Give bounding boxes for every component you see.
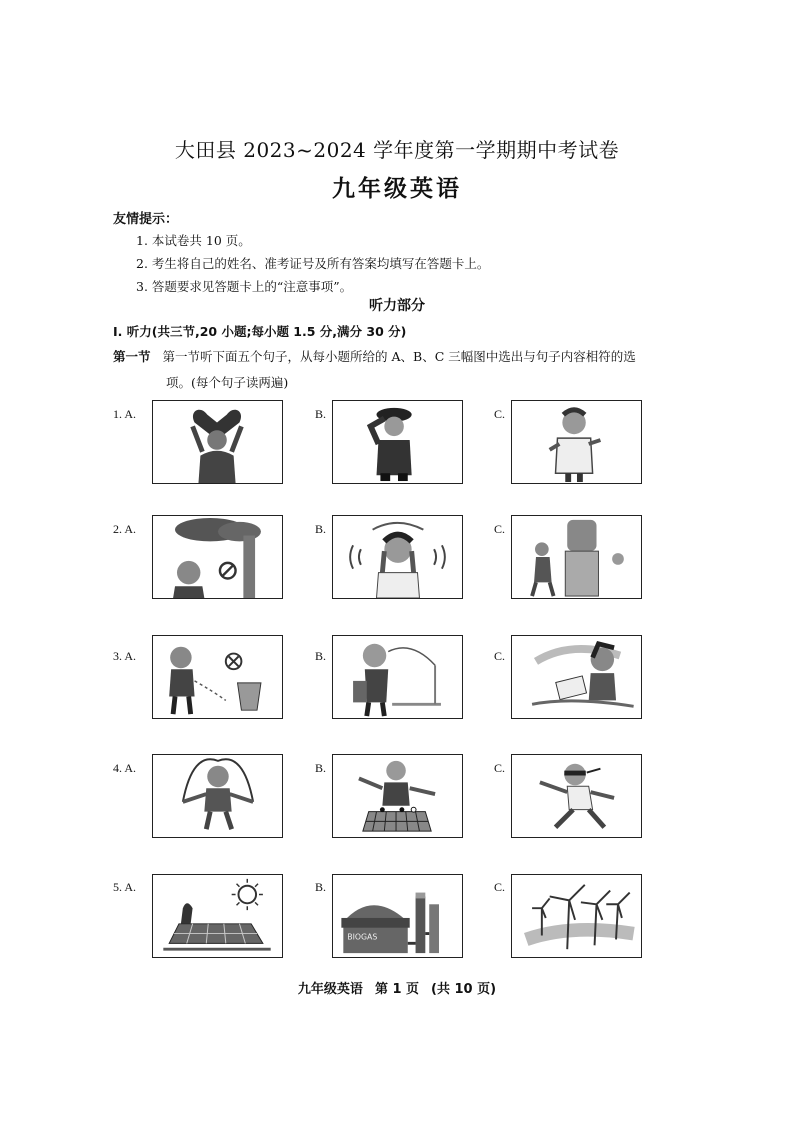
- question-5-option-b: B.: [315, 880, 327, 894]
- question-4-option-b: B.: [315, 761, 327, 775]
- wind-turbines-picture[interactable]: [511, 874, 642, 958]
- boy-holding-sign-picture[interactable]: [511, 635, 642, 719]
- solar-panels-picture[interactable]: [152, 874, 283, 958]
- question-1-option-b: B.: [315, 407, 327, 421]
- footer-page: 第 1 页: [374, 982, 420, 997]
- page-title: 大田县 2023~2024 学年度第一学期期中考试卷: [174, 138, 620, 162]
- water-dispenser-picture[interactable]: [511, 515, 642, 599]
- littering-no-sign-picture[interactable]: [152, 635, 283, 719]
- question-3-option-c: C.: [494, 649, 506, 663]
- question-1-number: 1. A.: [113, 407, 137, 421]
- biogas-plant-picture[interactable]: [332, 874, 463, 958]
- blindfold-running-picture[interactable]: [511, 754, 642, 838]
- instruction-line-1: [113, 347, 636, 365]
- question-1-option-c: C.: [494, 407, 506, 421]
- noise-covering-ears-picture[interactable]: [332, 515, 463, 599]
- footer-subject: 九年级英语: [297, 982, 363, 997]
- jump-rope-boy-picture[interactable]: [152, 754, 283, 838]
- police-officer-salute-picture[interactable]: [332, 400, 463, 484]
- factory-smoke-pollution-picture[interactable]: [152, 515, 283, 599]
- subject-title: 九年级英语: [332, 175, 462, 202]
- question-2-option-b: B.: [315, 522, 327, 536]
- question-2-number: 2. A.: [113, 522, 137, 536]
- volunteer-heart-picture[interactable]: [152, 400, 283, 484]
- footer-total: (共 10 页): [431, 982, 497, 997]
- question-3-option-b: B.: [315, 649, 327, 663]
- instruction-line-2: 项。(每个句子读两遍): [166, 375, 289, 390]
- question-4-number: 4. A.: [113, 761, 137, 775]
- spitting-man-picture[interactable]: [332, 635, 463, 719]
- biogas-label: BIOGAS: [347, 932, 378, 942]
- question-3-number: 3. A.: [113, 649, 137, 663]
- question-5-option-c: C.: [494, 880, 506, 894]
- sub-section-label: 第一节: [113, 349, 151, 364]
- tip-item-3: 3. 答题要求见答题卡上的“注意事项”。: [136, 279, 353, 294]
- tips-heading: 友情提示：: [113, 212, 179, 227]
- question-2-option-c: C.: [494, 522, 506, 536]
- tip-item-2: 2. 考生将自己的姓名、准考证号及所有答案均填写在答题卡上。: [136, 256, 490, 271]
- part-heading: I. 听力(共三节,20 小题;每小题 1.5 分,满分 30 分): [113, 324, 407, 339]
- question-5-number: 5. A.: [113, 880, 137, 894]
- chess-player-picture[interactable]: [332, 754, 463, 838]
- instruction-text: 第一节听下面五个句子，从每小题所给的 A、B、C 三幅图中选出与句子内容相符的选: [162, 349, 636, 364]
- tip-item-1: 1. 本试卷共 10 页。: [136, 233, 251, 248]
- question-4-option-c: C.: [494, 761, 506, 775]
- doctor-picture[interactable]: [511, 400, 642, 484]
- page-footer: [0, 978, 794, 997]
- section-title: 听力部分: [369, 298, 425, 314]
